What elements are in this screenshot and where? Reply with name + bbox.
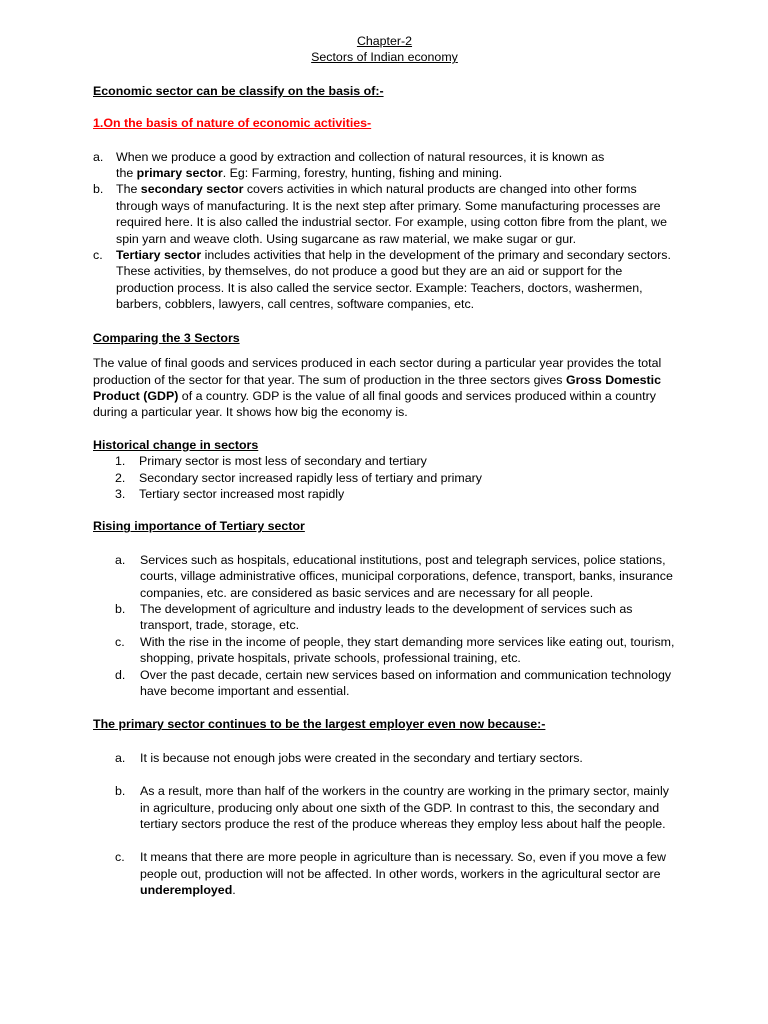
paragraph-text: The value of final goods and services produced in each sector during a particular year provides the total production of the sector for that year. The sum of production in the three sectors gives bbox=[93, 356, 662, 387]
item-text: includes activities that help in the development of the primary and secondary sectors. These activities, by themselves, do not produce a good but they are an aid or support for the production process. It is also called the service sector. Example: Teachers, doctors, washermen, barbers, cobblers, lawyers, call centres, software companies, etc. bbox=[116, 248, 671, 312]
intro-heading: Economic sector can be classify on the basis of:- bbox=[93, 83, 384, 98]
list-marker: d. bbox=[115, 667, 126, 682]
list-item bbox=[93, 486, 676, 502]
item-text: Primary sector is most less of secondary and tertiary bbox=[139, 454, 427, 469]
list-marker: c. bbox=[115, 850, 125, 865]
item-text: . bbox=[232, 883, 236, 898]
list-item bbox=[93, 601, 676, 634]
comparing-paragraph bbox=[93, 355, 676, 421]
list-marker: 2. bbox=[115, 470, 126, 485]
primary-employer-list bbox=[93, 750, 676, 899]
item-text: The bbox=[116, 182, 141, 197]
term-gdp: Gross Domestic Product (GDP) bbox=[93, 372, 661, 403]
list-item bbox=[93, 470, 676, 486]
list-marker: b. bbox=[115, 601, 126, 616]
historical-list bbox=[93, 453, 676, 502]
item-text: Services such as hospitals, educational institutions, post and telegraph services, police stations, courts, village administrative offices, municipal corporations, defence, transport, banks, insurance companies, etc. are considered as basic services and are necessary for all people. bbox=[140, 552, 673, 600]
list-item bbox=[93, 552, 676, 601]
historical-heading: Historical change in sectors bbox=[93, 437, 259, 452]
item-text: The development of agriculture and industry leads to the development of services such as transport, trade, storage, etc. bbox=[140, 601, 633, 633]
page-title: Sectors of Indian economy bbox=[311, 50, 458, 65]
item-text: Over the past decade, certain new services based on information and communication technology have become important and essential. bbox=[140, 667, 672, 698]
list-marker: a. bbox=[115, 552, 126, 567]
list-item bbox=[93, 181, 676, 247]
list-marker: 3. bbox=[115, 486, 126, 501]
list-item bbox=[93, 783, 676, 832]
list-item bbox=[93, 634, 676, 667]
item-text: It means that there are more people in agriculture than is necessary. So, even if you move a few people out, production will not be affected. In other words, workers in the agricultural sector are bbox=[140, 850, 666, 881]
rising-heading: Rising importance of Tertiary sector bbox=[93, 519, 305, 534]
rising-list bbox=[93, 552, 676, 700]
section1-heading: 1.On the basis of nature of economic activities- bbox=[93, 116, 372, 131]
item-text: As a result, more than half of the workers in the country are working in the primary sector, mainly in agriculture, producing only about one sixth of the GDP. In contrast to this, the secondary and tertiary sectors produce the rest of the produce whereas they employ less about half the people. bbox=[140, 784, 669, 832]
item-text-line1: When we produce a good by extraction and collection of natural resources, it is known as bbox=[116, 149, 605, 164]
item-text: Secondary sector increased rapidly less of tertiary and primary bbox=[139, 470, 482, 485]
item-text: . Eg: Farming, forestry, hunting, fishing and mining. bbox=[222, 166, 503, 181]
paragraph-text: of a country. GDP is the value of all final goods and services produced within a country during a particular year. It shows how big the economy is. bbox=[93, 388, 656, 420]
list-marker: c. bbox=[115, 634, 125, 649]
list-item bbox=[93, 667, 676, 700]
item-text: the bbox=[116, 166, 137, 181]
list-marker: b. bbox=[115, 784, 126, 799]
list-marker: b. bbox=[93, 182, 104, 197]
primary-employer-heading: The primary sector continues to be the largest employer even now because:- bbox=[93, 717, 546, 732]
chapter-label: Chapter-2 bbox=[356, 34, 413, 48]
item-text: covers activities in which natural products are changed into other forms through ways of manufacturing. It is the next step after primary. Some manufacturing processes are required here. It is also called the industrial sector. For example, using cotton fibre from the plant, we spin yarn and weave cloth. Using sugarcane as raw material, we make sugar or gur. bbox=[116, 182, 667, 246]
item-text: It is because not enough jobs were created in the secondary and tertiary sectors. bbox=[140, 750, 583, 765]
list-marker: a. bbox=[93, 149, 104, 164]
term-primary-sector: primary sector bbox=[136, 166, 223, 181]
list-marker: 1. bbox=[115, 454, 126, 469]
term-underemployed: underemployed bbox=[140, 883, 233, 898]
list-marker: a. bbox=[115, 750, 126, 765]
list-item bbox=[93, 849, 676, 898]
term-secondary-sector: secondary sector bbox=[140, 182, 244, 197]
list-marker: c. bbox=[93, 248, 103, 263]
item-text: With the rise in the income of people, they start demanding more services like eating out, tourism, shopping, private hospitals, private schools, professional training, etc. bbox=[140, 634, 675, 666]
comparing-heading: Comparing the 3 Sectors bbox=[93, 330, 240, 345]
item-text: Tertiary sector increased most rapidly bbox=[139, 486, 345, 501]
list-item bbox=[93, 149, 676, 182]
list-item bbox=[93, 750, 676, 766]
economic-activities-list bbox=[93, 149, 676, 313]
list-item bbox=[93, 247, 676, 313]
list-item bbox=[93, 453, 676, 469]
term-tertiary-sector: Tertiary sector bbox=[116, 248, 202, 263]
